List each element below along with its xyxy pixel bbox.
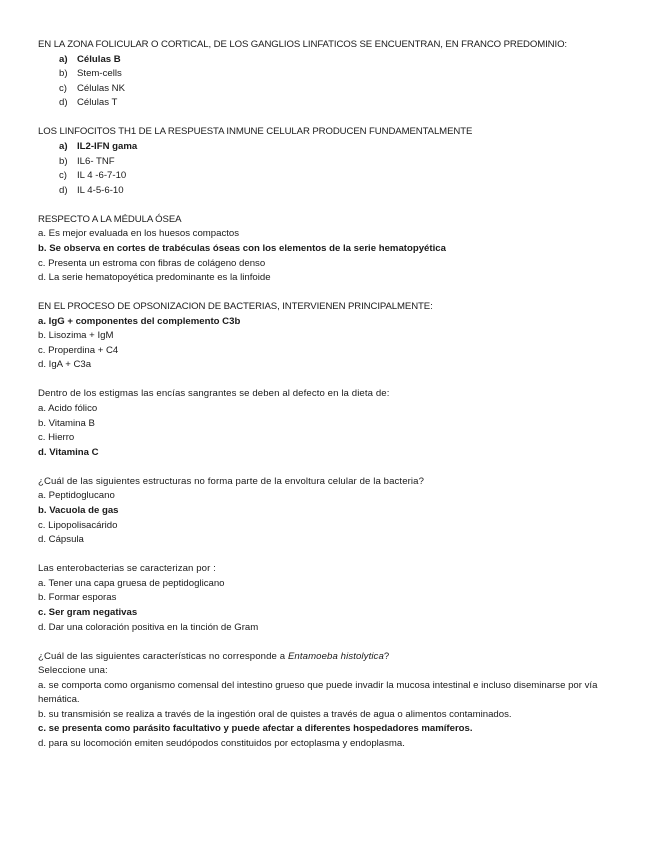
question-instruction: Seleccione una: bbox=[38, 665, 108, 677]
question-stem bbox=[38, 650, 623, 665]
option-d: d. Cápsula bbox=[38, 534, 84, 546]
question-4 bbox=[38, 300, 623, 373]
option-b: b. su transmisión se realiza a través de la ingestión oral de quistes a través de agua o alimentos contaminados. bbox=[38, 708, 512, 720]
question-stem: Las enterobacterias se caracterizan por : bbox=[38, 563, 216, 575]
option-b: b. Se observa en cortes de trabéculas óseas con los elementos de la serie hematopyética bbox=[38, 242, 446, 254]
option-a: a. Tener una capa gruesa de peptidoglicano bbox=[38, 577, 225, 589]
option-c: c. Lipopolisacárido bbox=[38, 519, 118, 531]
option-text: IL6- TNF bbox=[77, 155, 115, 167]
option-a bbox=[38, 53, 623, 68]
stem-text: ¿Cuál de las siguientes características no corresponde a bbox=[38, 650, 288, 662]
option-b: b. Vacuola de gas bbox=[38, 504, 119, 516]
option-c: c. Hierro bbox=[38, 432, 75, 444]
option-a: a. Acido fólico bbox=[38, 403, 98, 415]
option-c: c. Presenta un estroma con fibras de colágeno denso bbox=[38, 257, 266, 269]
option-b: b. Vitamina B bbox=[38, 417, 95, 429]
option-c bbox=[38, 169, 623, 184]
option-text: Stem-cells bbox=[77, 68, 122, 80]
option-b bbox=[38, 155, 623, 170]
options-list bbox=[38, 489, 623, 547]
option-c: c. Ser gram negativas bbox=[38, 606, 138, 618]
question-2 bbox=[38, 125, 623, 198]
options-list bbox=[38, 140, 623, 198]
option-letter: c) bbox=[59, 170, 67, 182]
question-5 bbox=[38, 387, 623, 460]
question-7 bbox=[38, 562, 623, 635]
options-list bbox=[38, 402, 623, 460]
question-stem: Dentro de los estigmas las encías sangrantes se deben al defecto en la dieta de: bbox=[38, 388, 390, 400]
option-letter: b) bbox=[59, 155, 68, 167]
options-list bbox=[38, 315, 623, 373]
option-text: Células NK bbox=[77, 82, 125, 94]
document-content bbox=[38, 38, 623, 766]
option-text: Células T bbox=[77, 97, 118, 109]
options-list bbox=[38, 577, 623, 635]
option-d bbox=[38, 96, 623, 111]
question-stem: EN EL PROCESO DE OPSONIZACION DE BACTERIAS, INTERVIENEN PRINCIPALMENTE: bbox=[38, 301, 433, 313]
option-text: Células B bbox=[77, 53, 121, 65]
option-a: a. IgG + componentes del complemento C3b bbox=[38, 315, 241, 327]
option-b: b. Lisozima + IgM bbox=[38, 330, 114, 342]
option-letter: a) bbox=[59, 53, 68, 65]
option-letter: a) bbox=[59, 140, 68, 152]
option-d: d. Dar una coloración positiva en la tinción de Gram bbox=[38, 621, 259, 633]
option-d: d. Vitamina C bbox=[38, 446, 99, 458]
option-a: a. se comporta como organismo comensal del intestino grueso que puede invadir la mucosa intestinal e incluso diseminarse por vía hemática. bbox=[38, 679, 598, 706]
option-c bbox=[38, 82, 623, 97]
option-text: IL 4-5-6-10 bbox=[77, 184, 124, 196]
question-stem: RESPECTO A LA MÉDULA ÓSEA bbox=[38, 213, 182, 225]
option-letter: c) bbox=[59, 82, 67, 94]
options-list bbox=[38, 679, 623, 752]
question-stem: ¿Cuál de las siguientes estructuras no forma parte de la envoltura celular de la bacteria? bbox=[38, 475, 425, 487]
option-d bbox=[38, 184, 623, 199]
options-list bbox=[38, 227, 623, 285]
option-a: a. Es mejor evaluada en los huesos compactos bbox=[38, 228, 240, 240]
option-d: d. para su locomoción emiten seudópodos constituidos por ectoplasma y endoplasma. bbox=[38, 738, 405, 750]
question-stem: LOS LINFOCITOS TH1 DE LA RESPUESTA INMUNE CELULAR PRODUCEN FUNDAMENTALMENTE bbox=[38, 126, 473, 138]
option-b bbox=[38, 67, 623, 82]
option-d: d. IgA + C3a bbox=[38, 359, 92, 371]
option-a bbox=[38, 140, 623, 155]
option-c: c. se presenta como parásito facultativo y puede afectar a diferentes hospedadores mamíferos. bbox=[38, 723, 473, 735]
option-c: c. Properdina + C4 bbox=[38, 344, 119, 356]
option-d: d. La serie hematopoyética predominante es la linfoide bbox=[38, 272, 271, 284]
options-list bbox=[38, 53, 623, 111]
option-text: IL 4 -6-7-10 bbox=[77, 170, 127, 182]
option-a: a. Peptidoglucano bbox=[38, 490, 115, 502]
question-6 bbox=[38, 475, 623, 548]
stem-organism-name: Entamoeba histolytica bbox=[287, 650, 384, 662]
option-text: IL2-IFN gama bbox=[77, 140, 138, 152]
question-3 bbox=[38, 213, 623, 286]
option-letter: d) bbox=[59, 184, 68, 196]
question-8 bbox=[38, 650, 623, 752]
question-stem: EN LA ZONA FOLICULAR O CORTICAL, DE LOS GANGLIOS LINFATICOS SE ENCUENTRAN, EN FRANCO PREDOMINIO: bbox=[38, 39, 567, 50]
option-b: b. Formar esporas bbox=[38, 592, 117, 604]
question-1 bbox=[38, 38, 623, 111]
stem-text-end: ? bbox=[383, 650, 390, 662]
option-letter: d) bbox=[59, 97, 68, 109]
option-letter: b) bbox=[59, 68, 68, 80]
